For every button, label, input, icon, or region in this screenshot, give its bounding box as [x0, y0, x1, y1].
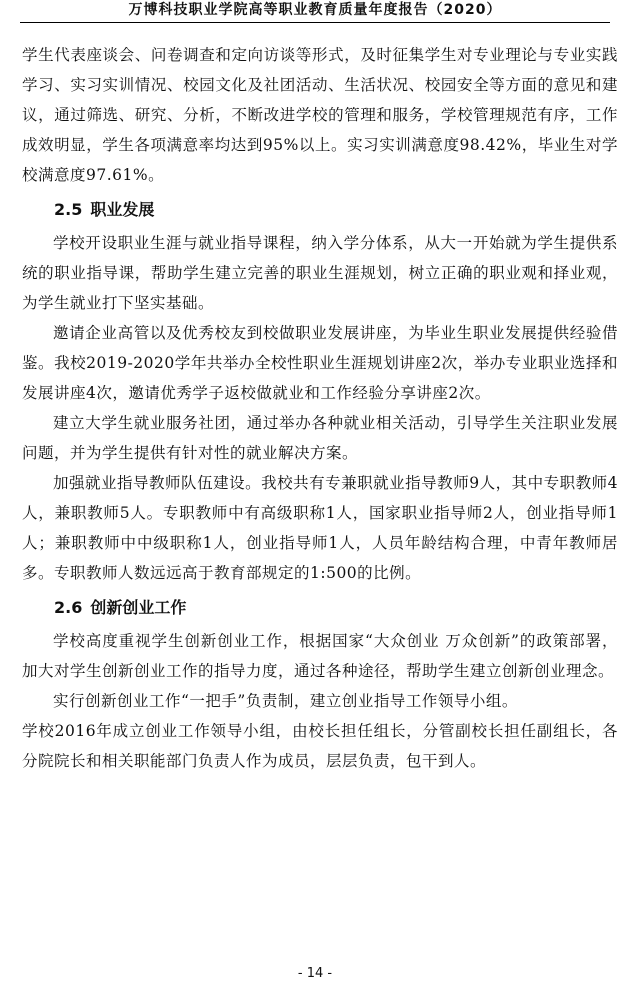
- section-title: 创新创业工作: [90, 598, 187, 617]
- document-body: [22, 40, 618, 776]
- paragraph: 学校开设职业生涯与就业指导课程，纳入学分体系，从大一开始就为学生提供系统的职业指导课，帮助学生建立完善的职业生涯规划，树立正确的职业观和择业观，为学生就业打下坚实基础。: [22, 234, 618, 312]
- section-title: 职业发展: [90, 200, 155, 219]
- paragraph: 加强就业指导教师队伍建设。我校共有专兼职就业指导教师9人，其中专职教师4人，兼职教师5人。专职教师中有高级职称1人，国家职业指导师2人，创业指导师1人；兼职教师中中级职称1人，创业指导师1人，人员年龄结构合理，中青年教师居多。专职教师人数远远高于教育部规定的1:500的比例。: [22, 474, 618, 582]
- paragraph: 邀请企业高管以及优秀校友到校做职业发展讲座，为毕业生职业发展提供经验借鉴。我校2019-2020学年共举办全校性职业生涯规划讲座2次，举办专业职业选择和发展讲座4次，邀请优秀学子返校做就业和工作经验分享讲座2次。: [22, 324, 618, 402]
- section-number: 2.6: [54, 598, 83, 617]
- paragraph: 学校2016年成立创业工作领导小组，由校长担任组长，分管副校长担任副组长，各分院院长和相关职能部门负责人作为成员，层层负责，包干到人。: [22, 722, 618, 770]
- paragraph: 学生代表座谈会、问卷调查和定向访谈等形式，及时征集学生对专业理论与专业实践学习、实习实训情况、校园文化及社团活动、生活状况、校园安全等方面的意见和建议，通过筛选、研究、分析，不断改进学校的管理和服务，学校管理规范有序，工作成效明显，学生各项满意率均达到95%以上。实习实训满意度98.42%，毕业生对学校满意度97.61%。: [22, 46, 618, 184]
- page-footer: [0, 966, 630, 981]
- page-header: [20, 0, 610, 23]
- section-heading-2-6: [22, 592, 618, 624]
- page-number: - 14 -: [297, 966, 333, 981]
- section-heading-2-5: [22, 194, 618, 226]
- section-number: 2.5: [54, 200, 83, 219]
- header-title: 万博科技职业学院高等职业教育质量年度报告（2020）: [128, 2, 502, 18]
- paragraph: 学校高度重视学生创新创业工作，根据国家“大众创业 万众创新”的政策部署，加大对学生创新创业工作的指导力度，通过各种途径，帮助学生建立创新创业理念。: [22, 632, 618, 680]
- paragraph: 建立大学生就业服务社团，通过举办各种就业相关活动，引导学生关注职业发展问题，并为学生提供有针对性的就业解决方案。: [22, 414, 618, 462]
- paragraph: 实行创新创业工作“一把手”负责制，建立创业指导工作领导小组。: [53, 692, 518, 710]
